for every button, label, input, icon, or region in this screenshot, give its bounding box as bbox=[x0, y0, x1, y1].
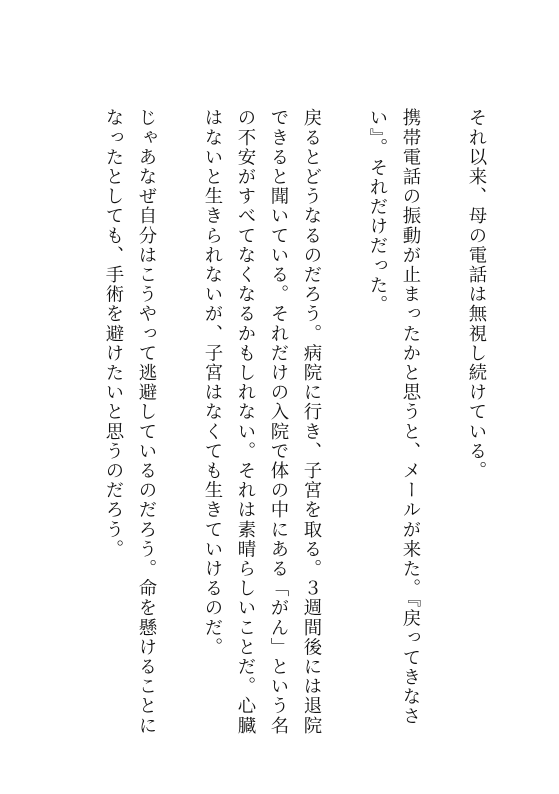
paragraph-gap bbox=[163, 108, 196, 748]
paragraph-4: じゃあなぜ自分はこうやって逃避しているのだろう。命を懸けることになったとしても、手術を避けたいと思うのだろう。 bbox=[103, 108, 157, 736]
paragraph-gap bbox=[328, 108, 361, 748]
vertical-text-body bbox=[97, 108, 493, 748]
paragraph-3: 戻るとどうなるのだろう。病院に行き、子宮を取る。３週間後には退院できると聞いている。それだけの入院で体の中にある「がん」という名の不安がすべてなくなるかもしれない。それは素晴らしいことだ。心臓はないと生きられないが、子宮はなくても生きていけるのだ。 bbox=[202, 108, 322, 736]
paragraph-gap bbox=[427, 108, 460, 748]
paragraph-1: それ以来、母の電話は無視し続けている。 bbox=[466, 108, 487, 481]
paragraph-2: 携帯電話の振動が止まったかと思うと、メールが来た。『戻ってきなさい』。それだけだった。 bbox=[367, 108, 421, 726]
